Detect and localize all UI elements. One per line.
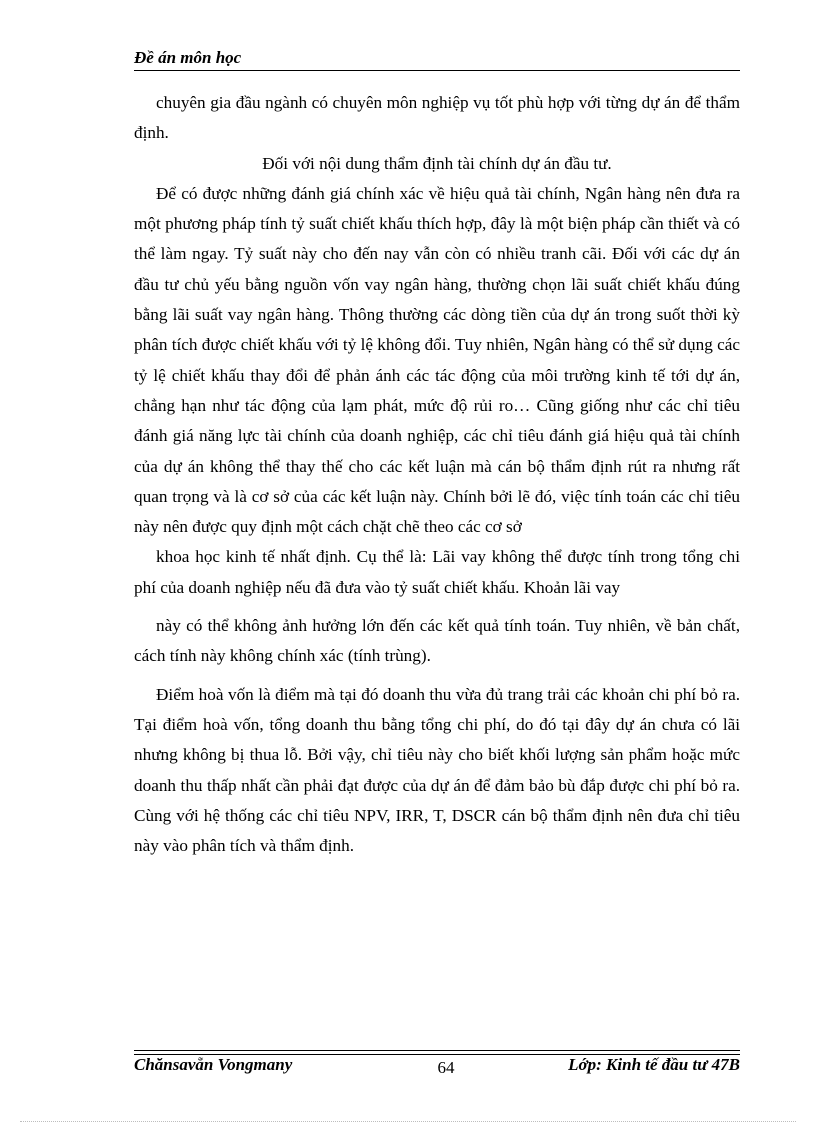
page-number: 64 xyxy=(437,1058,455,1077)
paragraph: này có thể không ảnh hưởng lớn đến các kết quả tính toán. Tuy nhiên, về bản chất, cách tính này không chính xác (tính trùng). xyxy=(134,616,740,666)
paragraph: khoa học kinh tế nhất định. Cụ thể là: Lãi vay không thể được tính trong tổng chi phí của doanh nghiệp nếu đã đưa vào tỷ suất chiết khấu. Khoản lãi vay xyxy=(134,547,740,597)
header-rule xyxy=(134,70,740,71)
section-subheading: Đối với nội dung thẩm định tài chính dự án đầu tư. xyxy=(262,153,612,173)
page-header-title: Đề án môn học xyxy=(134,48,242,67)
footer-class-label: Lớp: Kinh tế đầu tư 47B xyxy=(568,1055,740,1074)
page-edge-divider xyxy=(20,1121,796,1122)
footer-author: Chănsavẵn Vongmany xyxy=(134,1055,293,1074)
paragraph: Điểm hoà vốn là điểm mà tại đó doanh thu vừa đủ trang trải các khoản chi phí bỏ ra. Tại điểm hoà vốn, tổng doanh thu bằng tổng chi phí, do đó tại đây dự án chưa có lãi nhưng không bị thua lỗ. Bởi vậy, chỉ tiêu này cho biết khối lượng sản phẩm hoặc mức doanh thu thấp nhất cần phải đạt được của dự án để đảm bảo bù đắp được chi phí bỏ ra. Cùng với hệ thống các chỉ tiêu NPV, IRR, T, DSCR cán bộ thẩm định nên đưa chỉ tiêu này vào phân tích và thẩm định. xyxy=(134,684,740,856)
page-body xyxy=(134,88,740,861)
paragraph: Để có được những đánh giá chính xác về hiệu quả tài chính, Ngân hàng nên đưa ra một phương pháp tính tỷ suất chiết khấu thích hợp, đây là một biện pháp cần thiết và có thể làm ngay. Tỷ suất này cho đến nay vẫn còn có nhiều tranh cãi. Đối với các dự án đầu tư chủ yếu bằng nguồn vốn vay ngân hàng, thường chọn lãi suất chiết khấu đúng bằng lãi suất vay ngân hàng. Thông thường các dòng tiền của dự án trong suốt thời kỳ phân tích được chiết khấu với tỷ lệ không đổi. Tuy nhiên, Ngân hàng có thể sử dụng các tỷ lệ chiết khấu thay đổi để phản ánh các tác động của môi trường kinh tế tới dự án, chẳng hạn như tác động của lạm phát, mức độ rủi ro… Cũng giống như các chỉ tiêu đánh giá năng lực tài chính của doanh nghiệp, các chỉ tiêu đánh giá hiệu quả tài chính của dự án không thể thay thế cho các kết luận mà cán bộ thẩm định rút ra nhưng rất quan trọng và là cơ sở của các kết luận này. Chính bởi lẽ đó, việc tính toán các chỉ tiêu này nên được quy định một cách chặt chẽ theo các cơ sở xyxy=(134,183,740,537)
paragraph: chuyên gia đầu ngành có chuyên môn nghiệp vụ tốt phù hợp với từng dự án để thẩm định. xyxy=(134,93,740,143)
footer-rule xyxy=(134,1050,740,1051)
